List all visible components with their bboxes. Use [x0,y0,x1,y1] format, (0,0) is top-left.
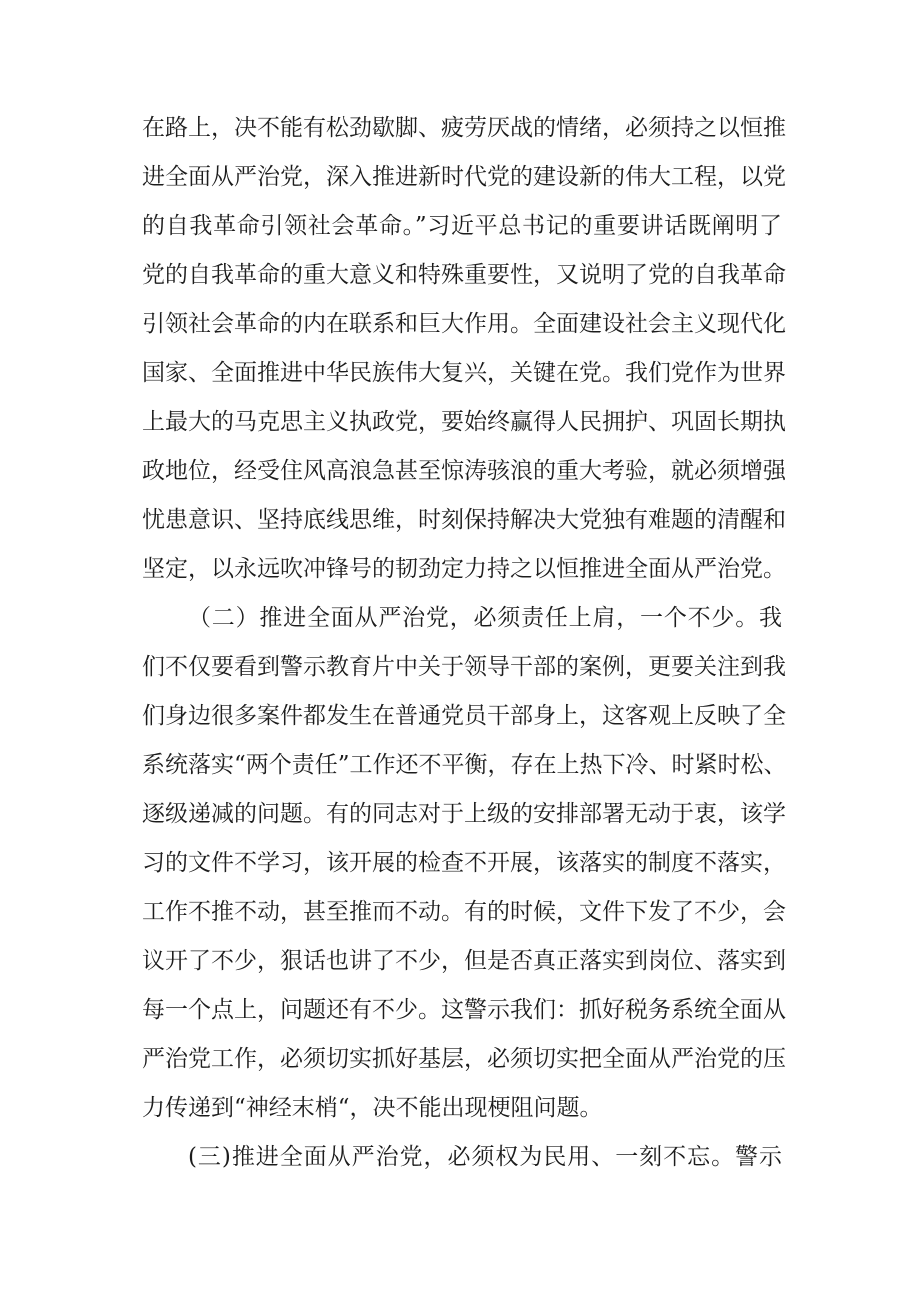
section-heading-line: （二）推进全面从严治党，必须责任上肩，一个不少。我 [188,605,782,631]
paragraph-line: 们身边很多案件都发生在普通党员干部身上，这客观上反映了全 [142,703,786,729]
paragraph-line: 党的自我革命的重大意义和特殊重要性，又说明了党的自我革命 [142,262,786,288]
paragraph-line: 引领社会革命的内在联系和巨大作用。全面建设社会主义现代化 [142,311,786,337]
paragraph-line: 政地位，经受住风高浪急甚至惊涛骇浪的重大考验，就必须增强 [142,458,786,484]
paragraph-line: 在路上，决不能有松劲歇脚、疲劳厌战的情绪，必须持之以恒推 [142,115,786,141]
paragraph-line: 国家、全面推进中华民族伟大复兴，关键在党。我们党作为世界 [142,360,786,386]
paragraph-line: 忧患意识、坚持底线思维，时刻保持解决大党独有难题的清醒和 [142,507,786,533]
paragraph-line: 进全面从严治党，深入推进新时代党的建设新的伟大工程，以党 [142,164,786,190]
paragraph-line: 工作不推不动，甚至推而不动。有的时候，文件下发了不少，会 [142,899,786,925]
paragraph-line: 们不仅要看到警示教育片中关于领导干部的案例，更要关注到我 [142,654,786,680]
paragraph-line: 逐级递减的问题。有的同志对于上级的安排部署无动于衷，该学 [142,801,786,827]
section-heading-line: (三)推进全面从严治党，必须权为民用、一刻不忘。警示 [188,1144,782,1170]
paragraph-line: 系统落实“两个责任”工作还不平衡，存在上热下冷、时紧时松、 [142,752,787,778]
paragraph-line: 坚定，以永远吹冲锋号的韧劲定力持之以恒推进全面从严治党。 [142,556,786,582]
paragraph-line: 的自我革命引领社会革命。”习近平总书记的重要讲话既阐明了 [142,213,782,239]
paragraph-line: 每一个点上，问题还有不少。这警示我们：抓好税务系统全面从 [142,997,786,1023]
paragraph-line: 议开了不少，狠话也讲了不少，但是否真正落实到岗位、落实到 [142,948,786,974]
paragraph-line: 上最大的马克思主义执政党，要始终赢得人民拥护、巩固长期执 [142,409,786,435]
paragraph-line: 习的文件不学习，该开展的检查不开展，该落实的制度不落实， [142,850,786,876]
paragraph-line: 力传递到“神经末梢“，决不能出现梗阻问题。 [142,1095,603,1121]
paragraph-line: 严治党工作，必须切实抓好基层，必须切实把全面从严治党的压 [142,1046,786,1072]
